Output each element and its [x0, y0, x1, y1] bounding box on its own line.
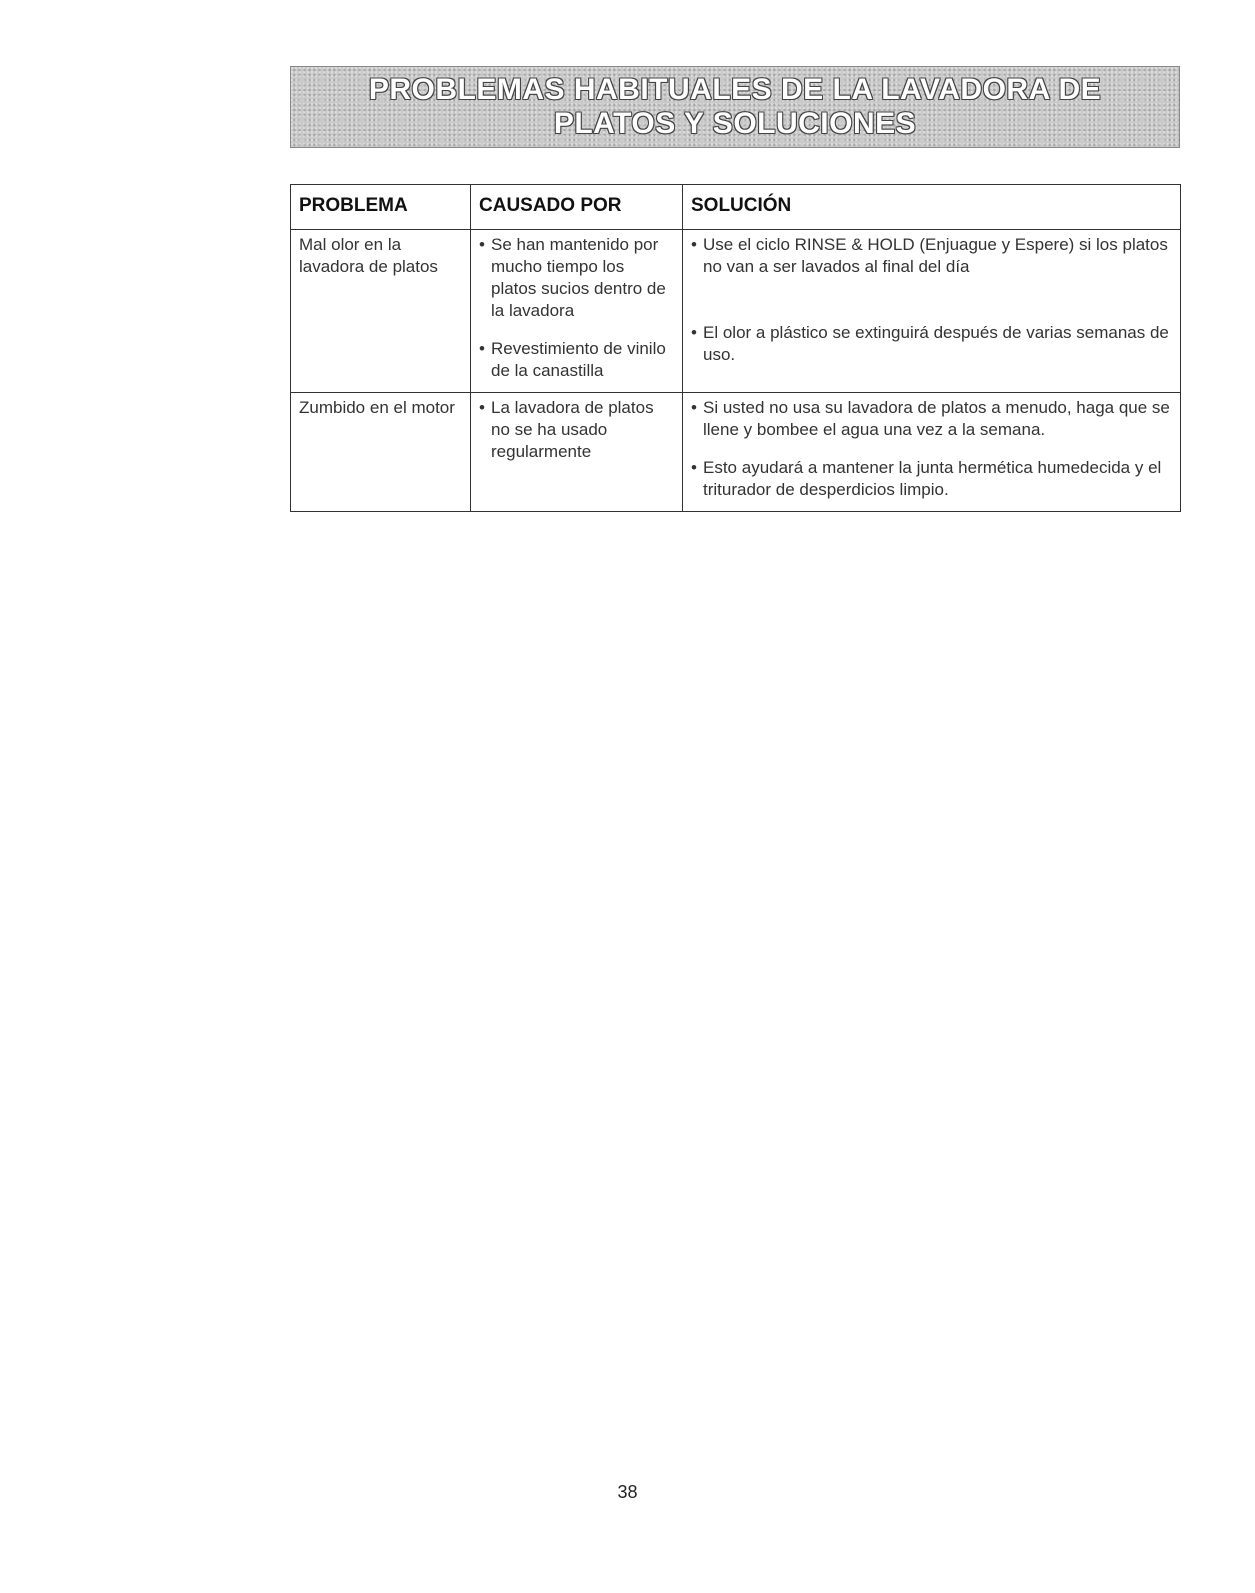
solution-cell: [683, 393, 1181, 512]
cause-item: [479, 338, 674, 382]
solution-text: Use el ciclo RINSE & HOLD (Enjuague y Espere) si los platos no van a ser lavados al final del día: [703, 235, 1168, 276]
cause-item: [479, 397, 674, 463]
bullet-icon: •: [479, 339, 485, 358]
solution-text: El olor a plástico se extinguirá después de varias semanas de uso.: [703, 323, 1169, 364]
column-header-problem: PROBLEMA: [291, 185, 471, 230]
title-line-1: PROBLEMAS HABITUALES DE LA LAVADORA DE: [368, 73, 1102, 106]
bullet-icon: •: [479, 398, 485, 417]
bullet-icon: •: [479, 235, 485, 254]
cause-item: [479, 234, 674, 322]
cause-text: Se han mantenido por mucho tiempo los platos sucios dentro de la lavadora: [491, 235, 666, 320]
cause-cell: [471, 393, 683, 512]
bullet-icon: •: [691, 235, 697, 254]
solution-text: Esto ayudará a mantener la junta hermética humedecida y el triturador de desperdicios limpio.: [703, 458, 1162, 499]
cause-text: Revestimiento de vinilo de la canastilla: [491, 339, 666, 380]
title-line-2: PLATOS Y SOLUCIONES: [553, 107, 917, 140]
troubleshooting-table: [290, 184, 1181, 512]
cause-text: La lavadora de platos no se ha usado regularmente: [491, 398, 654, 461]
solution-item: [691, 234, 1172, 278]
column-header-solution: SOLUCIÓN: [683, 185, 1181, 230]
solution-item: [691, 457, 1172, 501]
solution-cell: [683, 230, 1181, 393]
table-header-row: [291, 185, 1181, 230]
table-row: [291, 230, 1181, 393]
problem-cell: [291, 230, 471, 393]
problem-text: Zumbido en el motor: [299, 398, 455, 417]
bullet-icon: •: [691, 398, 697, 417]
bullet-icon: •: [691, 323, 697, 342]
solution-text: Si usted no usa su lavadora de platos a menudo, haga que se llene y bombee el agua una vez a la semana.: [703, 398, 1170, 439]
title-banner: [290, 66, 1180, 148]
table-row: [291, 393, 1181, 512]
problem-text: Mal olor en la lavadora de platos: [299, 235, 438, 276]
column-header-cause: CAUSADO POR: [471, 185, 683, 230]
solution-item: [691, 322, 1172, 366]
page-number: 38: [617, 1482, 638, 1502]
solution-item: [691, 397, 1172, 441]
bullet-icon: •: [691, 458, 697, 477]
cause-cell: [471, 230, 683, 393]
problem-cell: [291, 393, 471, 512]
